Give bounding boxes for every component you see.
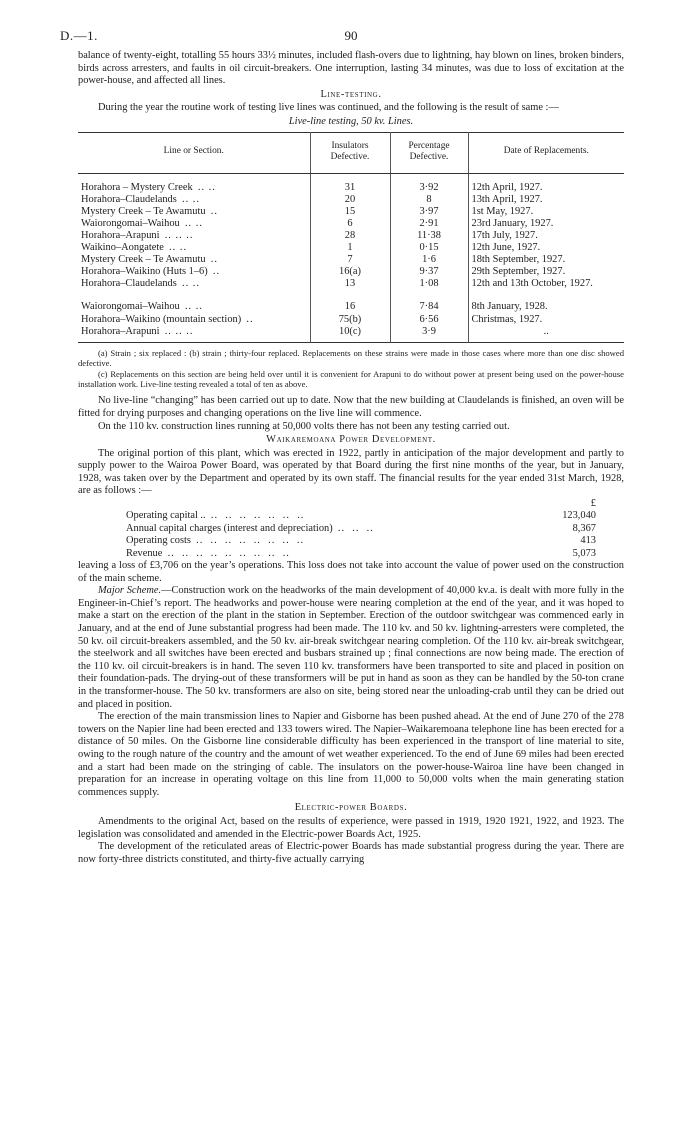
leader-dots: .. ..: [169, 242, 188, 254]
cell-line: [78, 266, 310, 278]
cell-line: [78, 326, 310, 343]
footnote-c: (c) Replacements on this section are being held over until it is convenient for Arapuni to do without power at present being used on the power-house installation work. Live-line testing revealed a total of ten as above.: [78, 368, 624, 389]
cell-date: 1st May, 1927.: [468, 206, 624, 218]
table-group-gap: [78, 290, 624, 301]
cell-line: [78, 218, 310, 230]
financial-label: Operating capital ..: [126, 510, 206, 522]
document-reference: D.—1.: [60, 28, 98, 43]
paragraph-110kv-lines: On the 110 kv. construction lines running at 50,000 volts there has not been any testing carried out.: [98, 420, 510, 432]
cell-insulators: 7: [310, 254, 390, 266]
cell-insulators: 75(b): [310, 314, 390, 326]
line-name: Horahora–Waikino (mountain section): [81, 313, 242, 325]
cell-percentage: 3·9: [390, 326, 468, 343]
table-row: [78, 206, 624, 218]
cell-line: [78, 194, 310, 206]
cell-percentage: 1·6: [390, 254, 468, 266]
table-row: [78, 326, 624, 343]
footnote-a-b: (a) Strain ; six replaced : (b) strain ; thirty-four replaced. Replacements on these strains were made in those cases where more than one disc showed defective.: [78, 347, 624, 369]
paragraph-testing-intro: During the year the routine work of testing live lines was continued, and the following is the result of same :—: [98, 102, 559, 114]
cell-insulators: 1: [310, 242, 390, 254]
table-caption: Live-line testing, 50 kv. Lines.: [288, 115, 414, 127]
leader-dots: .. .. .. .. .. .. ..: [210, 510, 305, 522]
cell-insulators: 6: [310, 218, 390, 230]
cell-percentage: 11·38: [390, 230, 468, 242]
financial-label-group: [126, 548, 290, 560]
cell-percentage: 0·15: [390, 242, 468, 254]
cell-percentage: 1·08: [390, 278, 468, 290]
cell-percentage: 3·97: [390, 206, 468, 218]
financial-row: [126, 535, 596, 547]
table-row: [78, 266, 624, 278]
table-footnotes: [78, 348, 624, 390]
header-line-or-section: Line or Section.: [78, 132, 310, 173]
cell-line: [78, 301, 310, 313]
leader-dots: ..: [210, 254, 218, 266]
line-name: Horahora – Mystery Creek: [81, 181, 193, 193]
financial-row: [126, 510, 596, 522]
cell-date: 8th January, 1928.: [468, 301, 624, 313]
financial-results: [126, 498, 596, 560]
cell-line: [78, 173, 310, 194]
live-line-testing-table: [78, 132, 624, 343]
line-name: Horahora–Waikino (Huts 1–6): [81, 266, 208, 278]
cell-line: [78, 278, 310, 290]
financial-row: [126, 523, 596, 535]
cell-date: 12th and 13th October, 1927.: [468, 278, 624, 290]
currency-symbol: £: [590, 498, 596, 510]
cell-date: 29th September, 1927.: [468, 266, 624, 278]
cell-insulators: 10(c): [310, 326, 390, 343]
financial-label: Annual capital charges (interest and depreciation): [126, 522, 333, 534]
cell-date: 17th July, 1927.: [468, 230, 624, 242]
header-date-of-replacements: Date of Replacements.: [468, 132, 624, 173]
leader-dots: ..: [246, 313, 254, 325]
table-body: [78, 173, 624, 342]
financial-label: Operating costs: [126, 535, 191, 547]
table-row: [78, 173, 624, 194]
gap-cell: [78, 290, 310, 301]
financial-currency-row: [126, 498, 596, 510]
line-name: Horahora–Arapuni: [81, 325, 160, 337]
leader-dots: ..: [210, 205, 218, 217]
leader-dots: .. .. ..: [164, 325, 194, 337]
major-scheme-lead: Major Scheme.: [98, 585, 162, 597]
cell-line: [78, 242, 310, 254]
cell-percentage: 3·92: [390, 173, 468, 194]
cell-date: 12th April, 1927.: [468, 173, 624, 194]
page-header: [60, 28, 624, 48]
financial-row: [126, 548, 596, 560]
financial-label: Revenue: [126, 547, 163, 559]
financial-value: 5,073: [572, 547, 596, 559]
paragraph-major-scheme: [78, 585, 624, 711]
cell-percentage: 2·91: [390, 218, 468, 230]
paragraph-original-plant: The original portion of this plant, which was erected in 1922, partly in anticipation of the major development and partly to supply power to the Wairoa Power Board, was operated by that Board during the first nine months of the year, but in January, 1928, was taken over by the Department and operated by its own staff. The financial results for the year ended 31st March, 1928, are as follows :—: [78, 447, 624, 497]
gap-cell: [390, 290, 468, 301]
cell-date: 13th April, 1927.: [468, 194, 624, 206]
financial-value: 413: [580, 535, 596, 547]
major-scheme-text: —Construction work on the headworks of the main development of 40,000 kv.a. is dealt with more fully in the Engineer-in-Chief’s report. The headworks and power-house were nearing completion at the end of the year, and it was hoped to make a start on the erection of the plant in the station in September. Erection of the outdoor switchgear was commenced early in January, and at the end of June substantial progress had been made. The 110 kv. and 50 kv. lightning-arresters were completed, the 50 kv. oil circuit-breakers assembled, and the 50 kv. air-break switchgear nearing completion. Of the 110 kv. air-break switchgear, the steelwork and all switches have been erected and busbars strained up ; final connections are now being made. The erection of the 110 kv. oil circuit-breakers is in hand. The seven 110 kv. transformers have been transported to site and placed in position on their foundation-pads. The drying-out of these transformers will be put in hand as soon as they can be handled by the 50-ton crane in the transformer-house. The 50 kv. transformers are also on site, being stored near the unloading-crab until they can be dried out and placed in position.: [78, 585, 624, 710]
cell-insulators: 16: [310, 301, 390, 313]
financial-label-group: [126, 510, 304, 522]
leader-dots: .. ..: [182, 278, 200, 290]
financial-rows: [126, 510, 596, 560]
cell-insulators: 16(a): [310, 266, 390, 278]
cell-line: [78, 314, 310, 326]
table-row: [78, 242, 624, 254]
page-number: 90: [344, 28, 358, 43]
cell-insulators: 28: [310, 230, 390, 242]
paragraph-transmission-lines: The erection of the main transmission lines to Napier and Gisborne has been pushed ahead. At the end of June 270 of the 278 towers on the Napier line had been erected and 133 towers wired. The Napier–Waikaremoana telephone line has been erected for a distance of 50 miles. On the Gisborne line considerable difficulty has been experienced in the transport of line material to site, owing to the rough nature of the country and the amount of wet weather experienced. To the end of June 69 miles had been erected and a start had been made on the stringing of cable. The insulators on the power-house-Wairoa line have been changed in preparation for an increase in operating voltage on this line from 11,000 to 50,000 volts when the main generating station commences supply.: [78, 711, 624, 798]
line-name: Mystery Creek – Te Awamutu: [81, 205, 206, 217]
table-row: [78, 218, 624, 230]
line-name: Waiorongomai–Waihou: [81, 301, 180, 313]
financial-value: 123,040: [562, 510, 596, 522]
cell-date: ..: [468, 326, 624, 343]
cell-insulators: 15: [310, 206, 390, 218]
leader-dots: .. .. ..: [337, 522, 374, 534]
leader-dots: ..: [212, 266, 221, 278]
leader-dots: .. ..: [182, 193, 200, 205]
header-percentage-defective: Percentage Defective.: [390, 132, 468, 173]
gap-cell: [468, 290, 624, 301]
line-name: Waikino–Aongatete: [81, 242, 164, 254]
table-row: [78, 194, 624, 206]
cell-insulators: 20: [310, 194, 390, 206]
cell-percentage: 7·84: [390, 301, 468, 313]
cell-percentage: 6·56: [390, 314, 468, 326]
leader-dots: .. .. ..: [164, 229, 194, 241]
table-row: [78, 314, 624, 326]
cell-line: [78, 230, 310, 242]
cell-date: 12th June, 1927.: [468, 242, 624, 254]
line-name: Mystery Creek – Te Awamutu: [81, 254, 206, 266]
paragraph-development: The development of the reticulated areas of Electric-power Boards has made substantial progress during the year. There are now forty-three districts constituted, and thirty-five actually carrying: [78, 841, 624, 865]
leader-dots: .. ..: [197, 181, 216, 193]
section-heading-line-testing: Line-testing.: [320, 88, 382, 100]
line-name: Waiorongomai–Waihou: [81, 217, 180, 229]
leader-dots: .. .. .. .. .. .. .. ..: [196, 535, 305, 547]
cell-insulators: 31: [310, 173, 390, 194]
leader-dots: .. ..: [184, 217, 203, 229]
financial-label-group: [126, 523, 374, 535]
paragraph-live-line-changing: No live-line “changing” has been carried out up to date. Now that the new building at Claudelands is finished, an oven will be fitted for drying purposes and changing operations on the live line will commence.: [78, 395, 624, 419]
line-name: Horahora–Arapuni: [81, 229, 160, 241]
cell-line: [78, 206, 310, 218]
table-header-row: [78, 132, 624, 173]
paragraph-interruptions: balance of twenty-eight, totalling 55 hours 33½ minutes, included flash-overs due to lightning, hay blown on lines, broken binders, birds across arresters, and faults in oil circuit-breakers. One interruption, lasting 34 minutes, was due to loss of excitation at the power-house, and affected all lines.: [78, 50, 624, 87]
table-row: [78, 230, 624, 242]
cell-insulators: 13: [310, 278, 390, 290]
gap-cell: [310, 290, 390, 301]
cell-percentage: 9·37: [390, 266, 468, 278]
paragraph-loss: leaving a loss of £3,706 on the year’s operations. This loss does not take into account the value of power used on the construction of the main scheme.: [78, 560, 624, 584]
leader-dots: .. .. .. .. .. .. .. .. ..: [167, 547, 290, 559]
table-row: [78, 301, 624, 313]
cell-date: Christmas, 1927.: [468, 314, 624, 326]
section-heading-waikaremoana: Waikaremoana Power Development.: [266, 434, 436, 446]
table-row: [78, 254, 624, 266]
header-insulators-defective: Insulators Defective.: [310, 132, 390, 173]
table-row: [78, 278, 624, 290]
paragraph-amendments: Amendments to the original Act, based on the results of experience, were passed in 1919, 1920 1921, 1922, and 1923. The legislation was consolidated and amended in the Electric-power Boards Act, 1925.: [78, 815, 624, 840]
section-heading-electric-power-boards: Electric-power Boards.: [294, 802, 408, 814]
cell-percentage: 8: [390, 194, 468, 206]
cell-date: 18th September, 1927.: [468, 254, 624, 266]
financial-value: 8,367: [572, 522, 596, 534]
line-name: Horahora–Claudelands: [81, 278, 177, 290]
financial-label-group: [126, 535, 304, 547]
leader-dots: .. ..: [184, 301, 203, 313]
line-name: Horahora–Claudelands: [81, 193, 177, 205]
cell-date: 23rd January, 1927.: [468, 218, 624, 230]
cell-line: [78, 254, 310, 266]
